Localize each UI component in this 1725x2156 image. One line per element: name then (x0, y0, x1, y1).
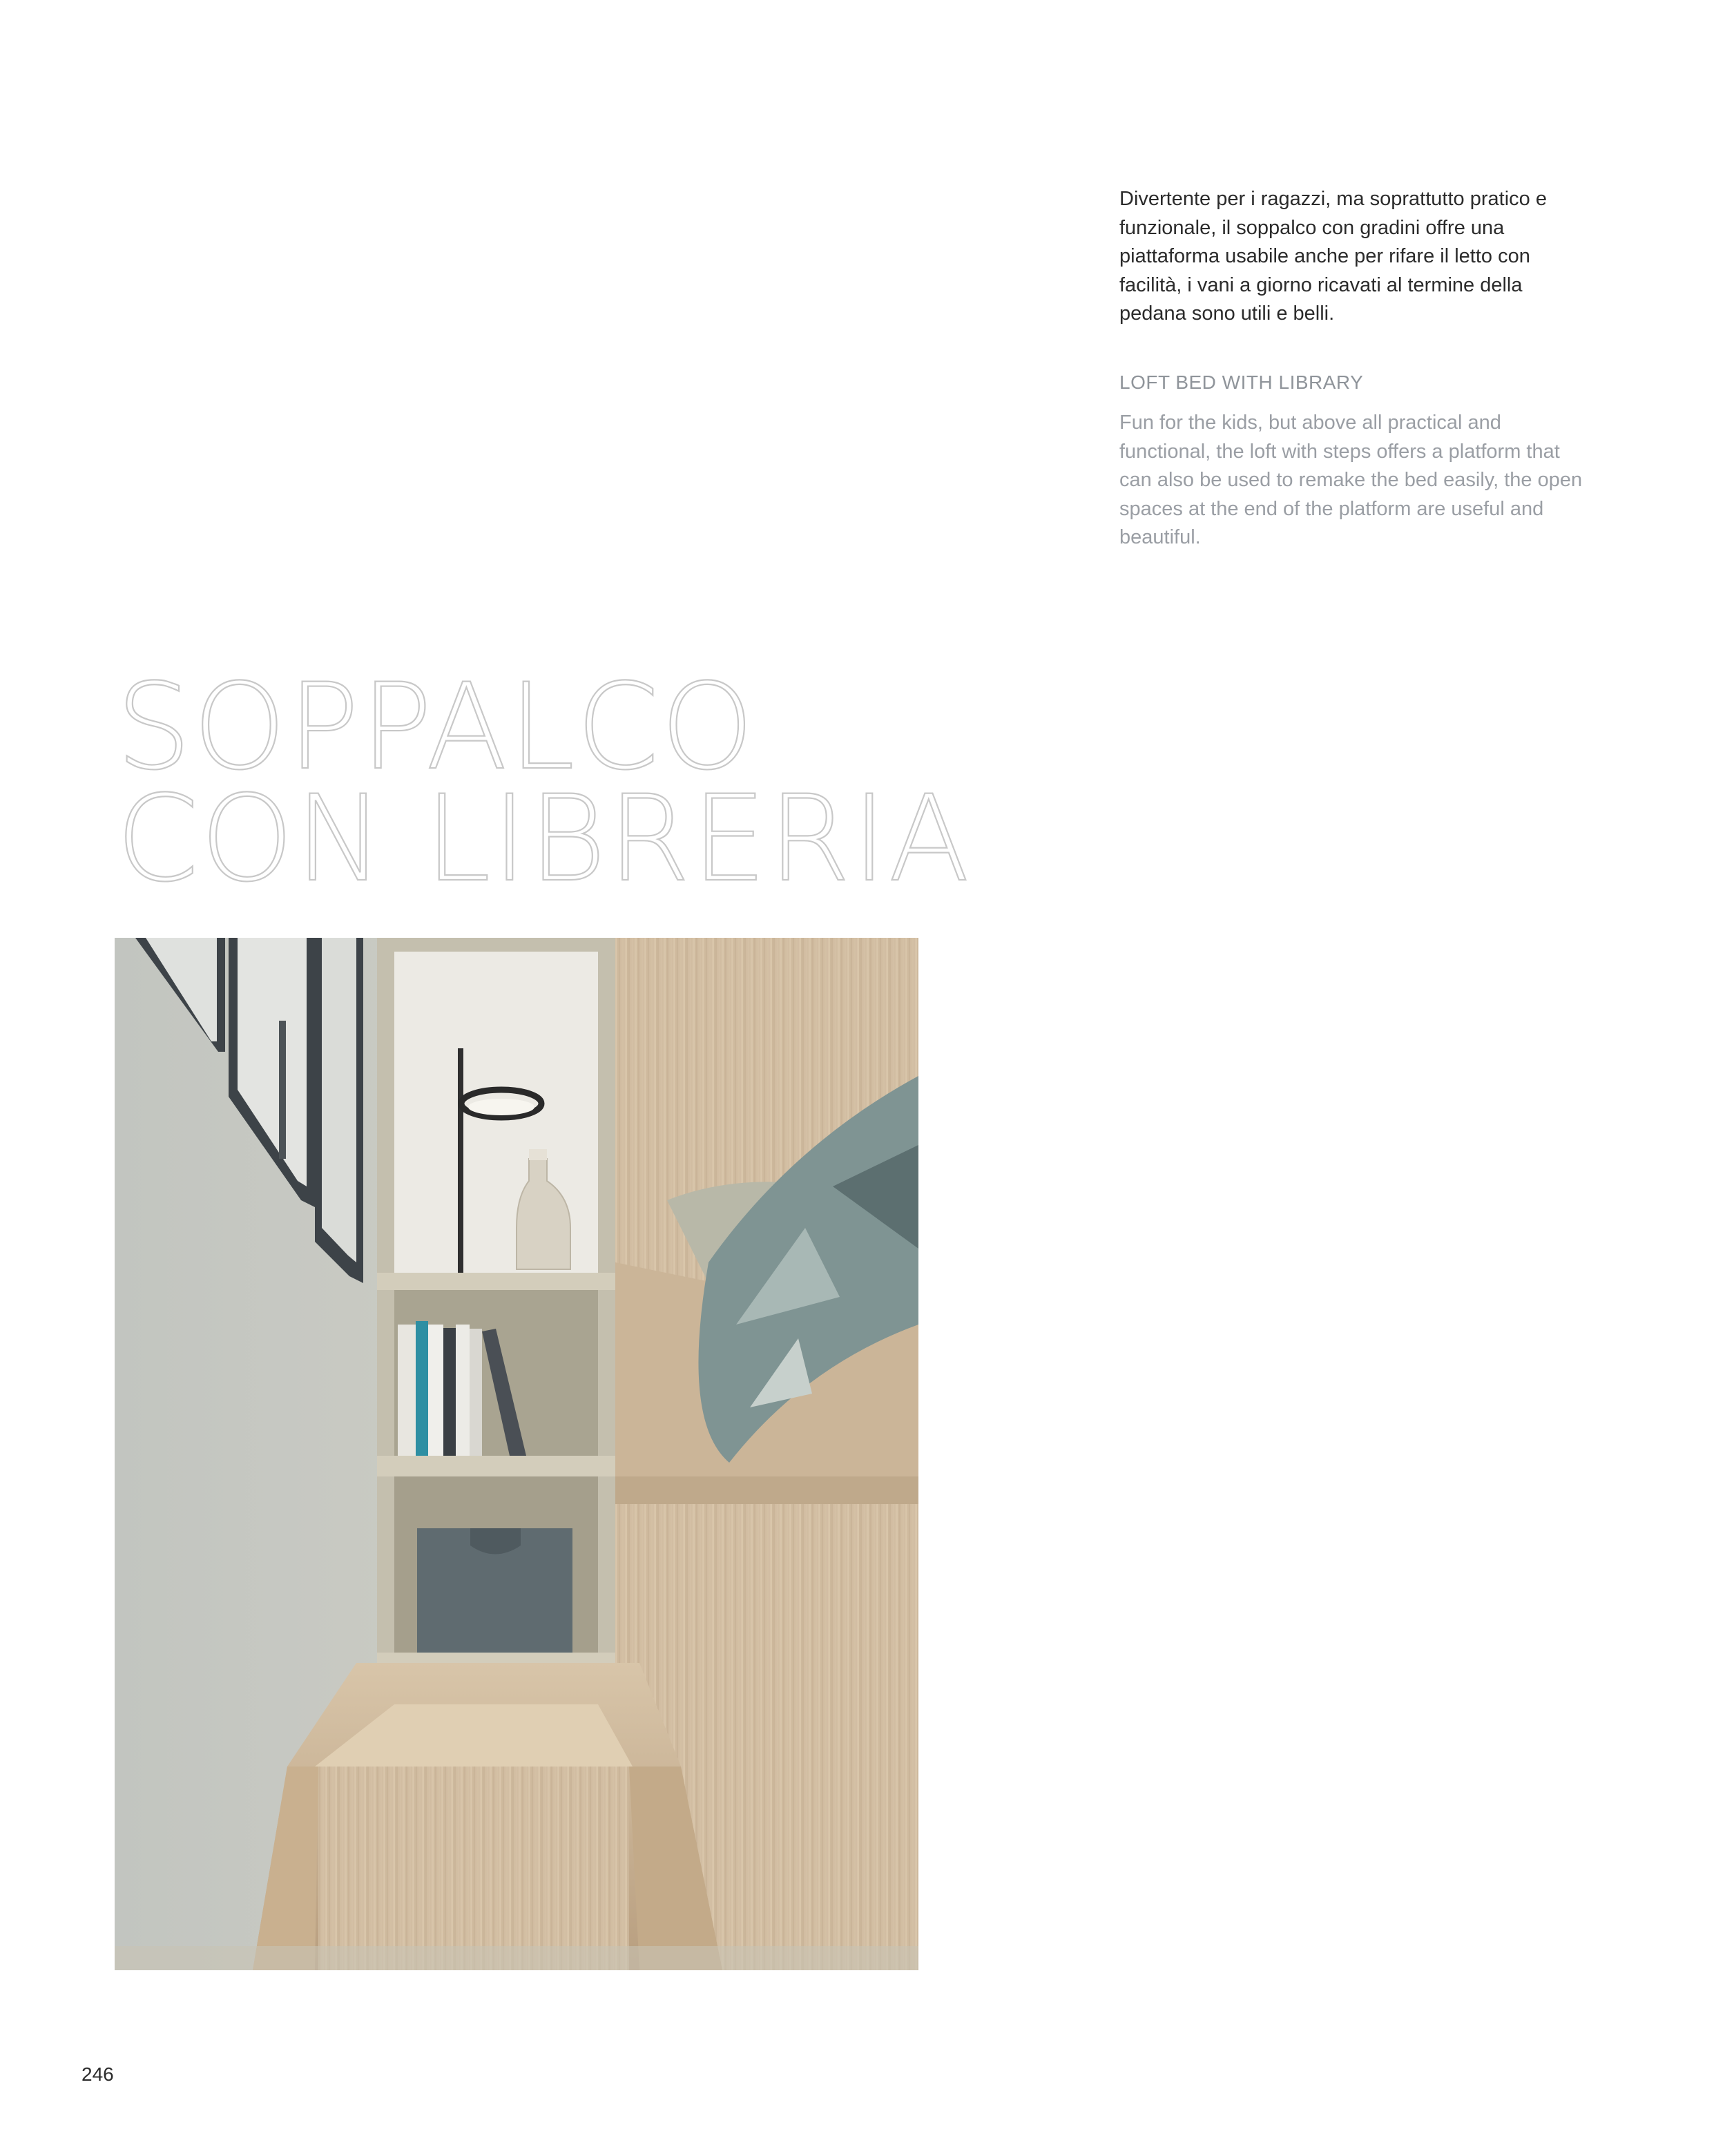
product-photo (115, 938, 918, 1970)
section-heading-english: LOFT BED WITH LIBRARY (1119, 372, 1364, 393)
page-title-line-1: SOPPALCO (116, 657, 755, 796)
page-title (116, 657, 972, 908)
intro-text-italian: Divertente per i ragazzi, ma soprattutto pratico e funzionale, il soppalco con gradini offre una piattaforma usabile anche per rifare il letto con facilità, i vani a giorno ricavati al termine della pedana sono utili e belli. (1119, 188, 1547, 325)
loft-bed-library-illustration (115, 938, 918, 1970)
intro-text-english: Fun for the kids, but above all practical and functional, the loft with steps offers a platform that can also be used to remake the bed easily, the open spaces at the end of the platform are useful and beautiful. (1119, 412, 1583, 548)
page-number: 246 (81, 2063, 114, 2085)
page-title-line-2: CON LIBRERIA (116, 769, 972, 908)
